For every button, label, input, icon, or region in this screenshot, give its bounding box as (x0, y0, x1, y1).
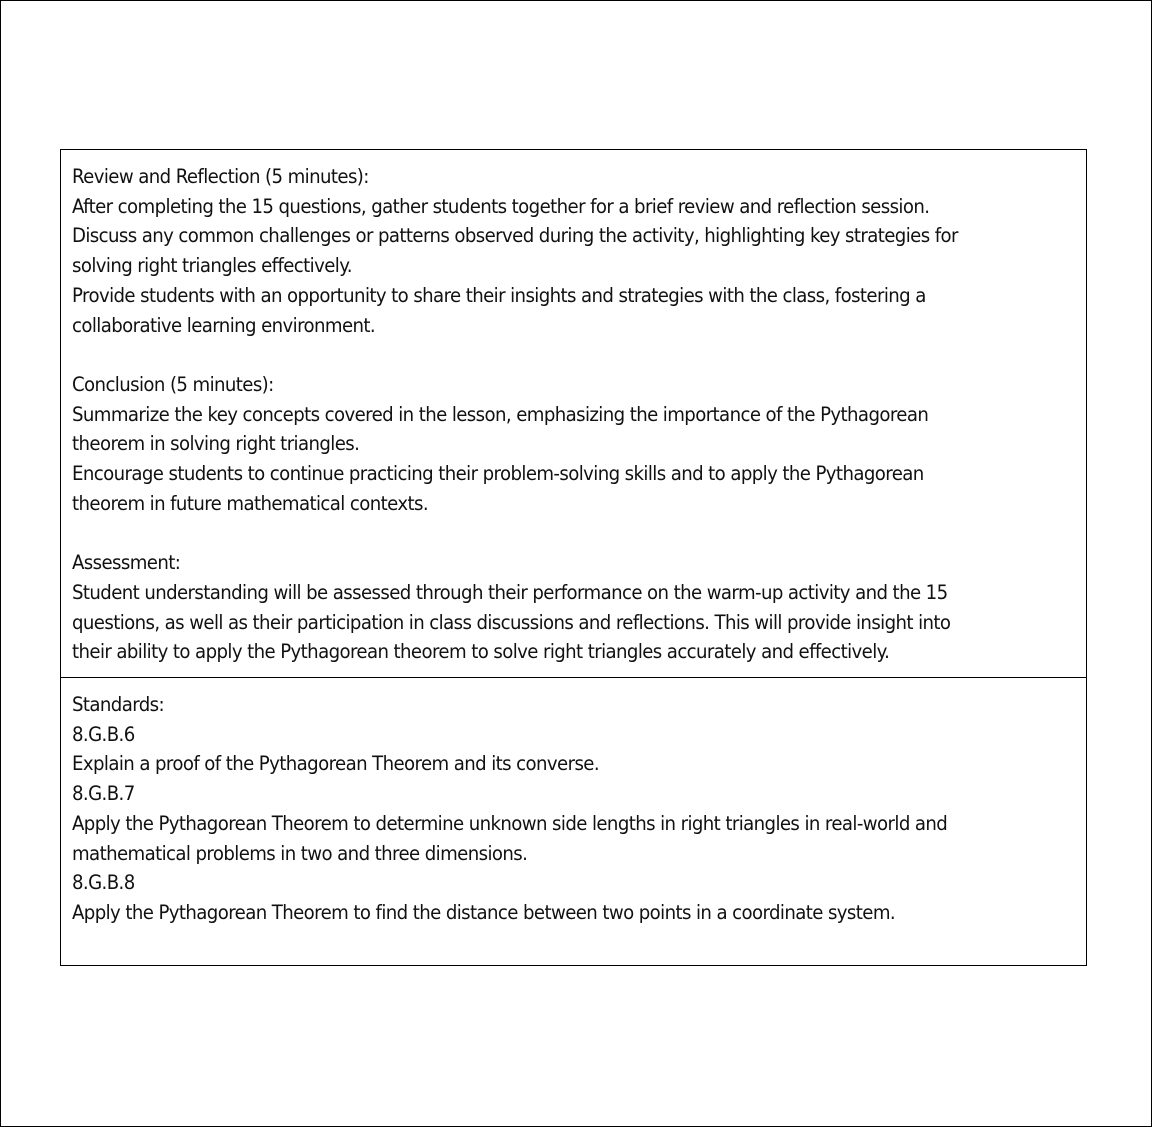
standard-description: Apply the Pythagorean Theorem to determine unknown side lengths in right triangles in real-world and (72, 811, 948, 835)
review-paragraph: Discuss any common challenges or patterns observed during the activity, highlighting key strategies for (72, 224, 958, 248)
review-heading: Review and Reflection (5 minutes): (72, 165, 369, 188)
lesson-plan-table (60, 149, 1087, 966)
conclusion-paragraph: theorem in solving right triangles. (72, 432, 360, 456)
standard-code: 8.G.B.8 (72, 871, 135, 895)
assessment-heading: Assessment: (72, 551, 181, 575)
review-paragraph: solving right triangles effectively. (72, 254, 352, 278)
conclusion-paragraph: Summarize the key concepts covered in the lesson, emphasizing the importance of the Pythagorean (72, 402, 929, 426)
review-paragraph: collaborative learning environment. (72, 313, 376, 337)
review-conclusion-assessment-cell (61, 150, 1086, 677)
standard-description: Explain a proof of the Pythagorean Theorem and its converse. (72, 752, 600, 776)
review-paragraph: Provide students with an opportunity to share their insights and strategies with the class, fostering a (72, 283, 926, 307)
standard-description: mathematical problems in two and three dimensions. (72, 841, 528, 865)
standards-heading: Standards: (72, 693, 165, 716)
conclusion-paragraph: Encourage students to continue practicing their problem-solving skills and to apply the Pythagorean (72, 462, 924, 486)
standard-code: 8.G.B.6 (72, 722, 135, 746)
standard-code: 8.G.B.7 (72, 782, 135, 806)
standard-description: Apply the Pythagorean Theorem to find the distance between two points in a coordinate system. (72, 900, 896, 924)
spacer (72, 518, 1075, 548)
assessment-paragraph: their ability to apply the Pythagorean theorem to solve right triangles accurately and effectively. (72, 640, 890, 664)
spacer (72, 340, 1075, 370)
assessment-paragraph: Student understanding will be assessed through their performance on the warm-up activity and the 15 (72, 580, 948, 604)
conclusion-paragraph: theorem in future mathematical contexts. (72, 491, 429, 515)
review-paragraph: After completing the 15 questions, gather students together for a brief review and reflection session. (72, 194, 930, 218)
standards-cell (61, 677, 1086, 965)
conclusion-heading: Conclusion (5 minutes): (72, 372, 274, 396)
assessment-paragraph: questions, as well as their participation in class discussions and reflections. This will provide insight into (72, 610, 951, 634)
